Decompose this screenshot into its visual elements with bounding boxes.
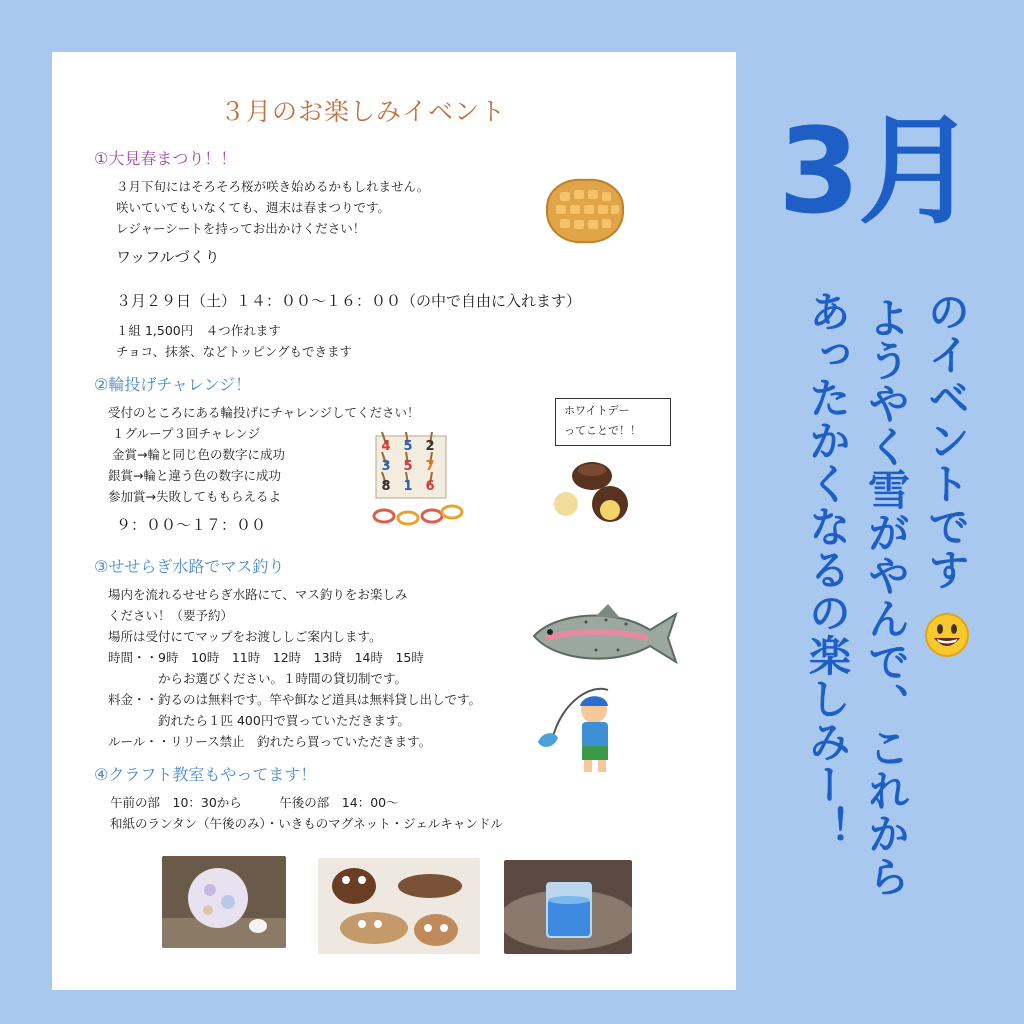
section1-heading: ①大見春まつり！！ bbox=[94, 149, 237, 168]
side-big-month: 3月 bbox=[778, 102, 975, 240]
section3-heading: ③せせらぎ水路でマス釣り bbox=[94, 557, 285, 576]
side-message-col2: ようやく雪がやんで、これから bbox=[862, 296, 911, 898]
target-number: 6 bbox=[425, 479, 435, 494]
side-message-col1: のイベントです bbox=[922, 290, 971, 591]
flyer-title: ３月のお楽しみイベント bbox=[220, 97, 507, 126]
creature-magnet-photo bbox=[318, 858, 480, 954]
smiley-emoji-icon bbox=[924, 612, 970, 658]
target-number: 5 bbox=[403, 459, 413, 474]
target-number: 4 bbox=[381, 439, 391, 454]
trout-illustration bbox=[526, 600, 680, 672]
target-number: 8 bbox=[381, 479, 391, 494]
chocolate-illustration bbox=[550, 454, 640, 524]
target-number: 2 bbox=[425, 439, 435, 454]
section1-datetime: ３月２９日（土）１４：００～１６：００（の中で自由に入れます） bbox=[116, 292, 582, 310]
section2-heading: ②輪投げチャレンジ！ bbox=[94, 375, 252, 394]
white-day-callout: ホワイトデー ってことで！！ bbox=[555, 398, 671, 446]
section4-details: 午前の部 10：30から 午後の部 14：00～ 和紙のランタン（午後のみ）・いきものマグネット・ジェルキャンドル bbox=[110, 795, 503, 831]
target-number: 5 bbox=[403, 439, 413, 454]
event-flyer bbox=[52, 52, 736, 990]
section1-activity: ワッフルづくり bbox=[116, 248, 220, 266]
side-message-col3: あったかくなるの楽しみー！ bbox=[803, 290, 852, 849]
section4-heading: ④クラフト教室もやってます！ bbox=[94, 765, 317, 784]
section2-hours: ９：００～１７：００ bbox=[116, 516, 267, 534]
target-number: 3 bbox=[381, 459, 391, 474]
fishing-boy-illustration bbox=[532, 680, 624, 774]
section1-details: １組 1,500円 ４つ作れます チョコ、抹茶、などトッピングもできます bbox=[116, 323, 353, 359]
section1-intro: ３月下旬にはそろそろ桜が咲き始めるかもしれません。 咲いていてもいなくても、週末は春まつりです。 レジャーシートを持ってお出かけください！ bbox=[116, 179, 430, 236]
ring-toss-illustration bbox=[370, 430, 466, 528]
section2-details: 受付のところにある輪投げにチャレンジしてください！ １グループ３回チャレンジ 金賞→輪と同じ色の数字に成功 銀賞→輪と違う色の数字に成功 参加賞→失敗してももらえるよ bbox=[108, 405, 420, 504]
target-number: 7 bbox=[425, 459, 435, 474]
target-number: 1 bbox=[403, 479, 413, 494]
section3-details: 場内を流れるせせらぎ水路にて、マス釣りをお楽しみ ください！（要予約） 場所は受付にてマップをお渡ししご案内します。 時間・・9時 10時 11時 12時 13時 14時 15時 からお選びください。１時間の貸切制です。 料金・・釣るのは無料です。竿や餌など道具は無料貸し出しです。 釣れたら１匹 400円で買っていただきます。 ルール・・リリース禁止 釣れたら買っていただきます。 bbox=[108, 587, 482, 749]
paper-lantern-photo bbox=[162, 856, 286, 948]
gel-candle-photo bbox=[504, 860, 632, 954]
waffle-illustration bbox=[544, 176, 626, 246]
